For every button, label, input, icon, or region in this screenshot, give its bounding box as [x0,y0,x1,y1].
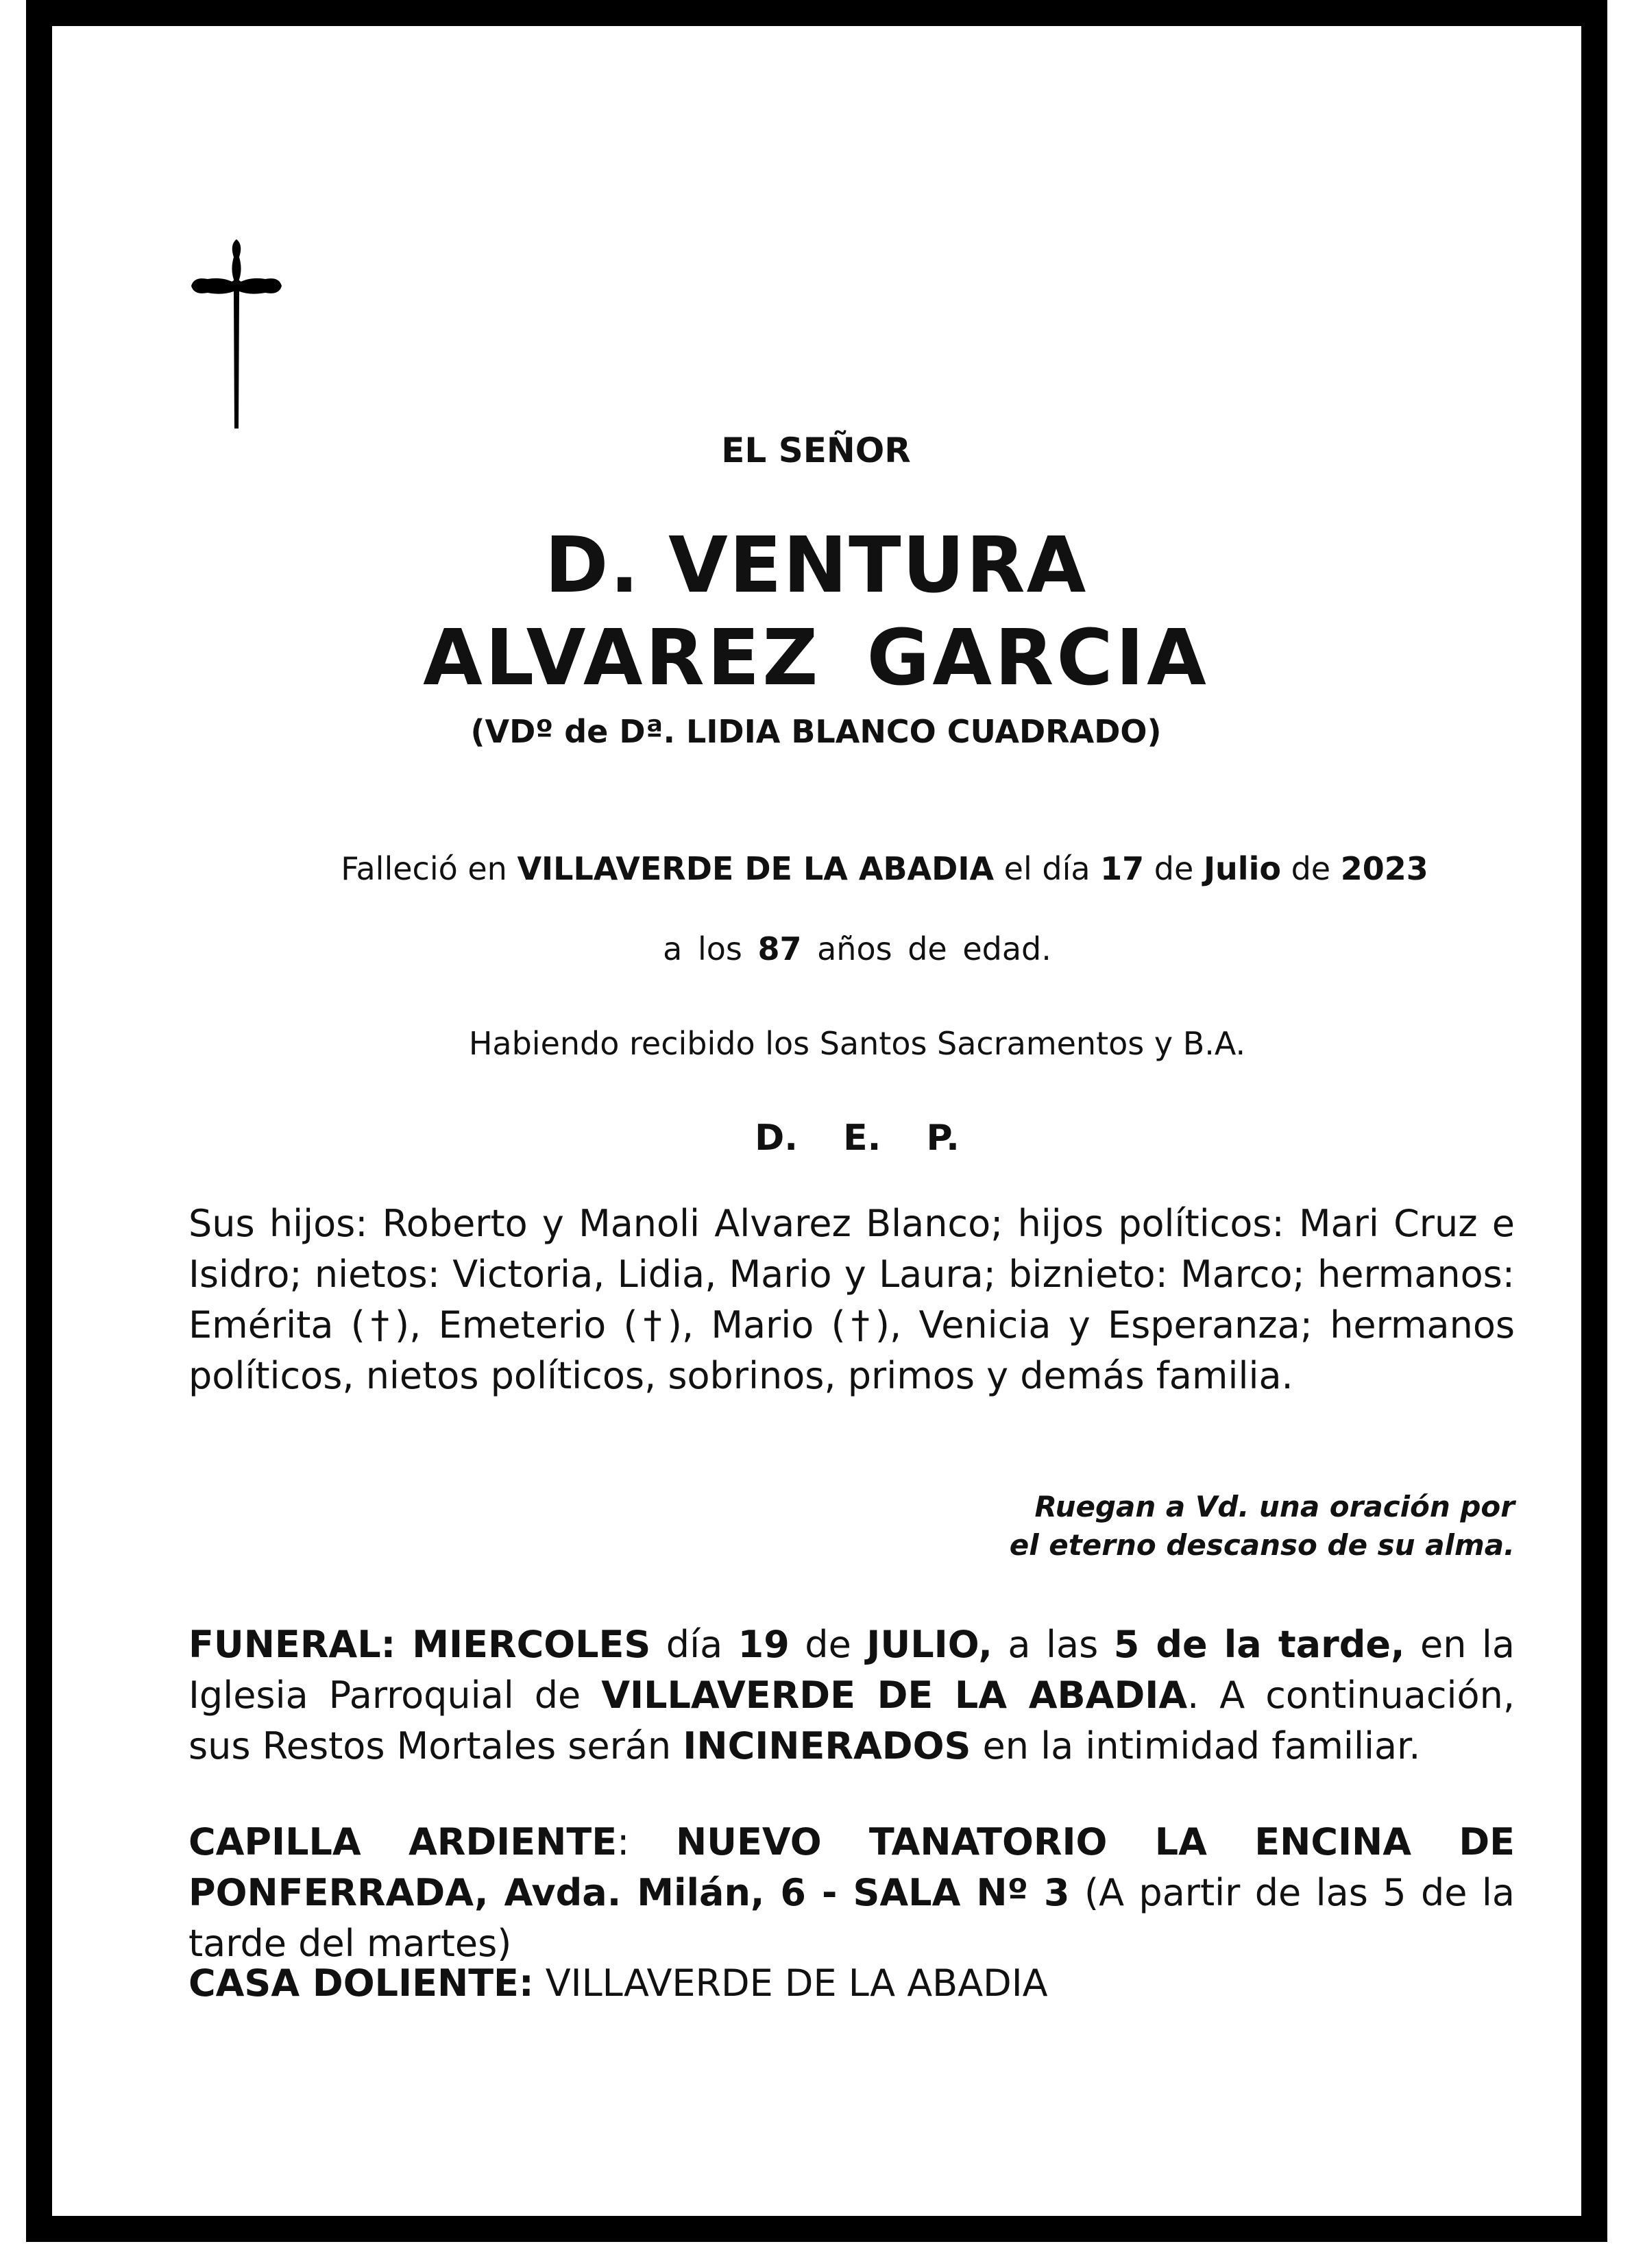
chapel-place: NUEVO TANATORIO LA ENCINA DE PONFERRADA, Avda. Milán, 6 - SALA Nº 3 [188,1820,1515,1914]
age-statement: a los 87 años de edad. [663,930,1051,967]
house-label: CASA DOLIENTE: [188,1962,534,2005]
funeral-label: FUNERAL: MIERCOLES [188,1623,651,1666]
funeral-paragraph: FUNERAL: MIERCOLES día 19 de JULIO, a las 5 de la tarde, en la Iglesia Parroquial de VILLAVERDE DE LA ABADIA. A continuación, sus Restos Mortales serán INCINERADOS en la intimidad familiar. [188,1623,1515,1768]
death-statement: Falleció en VILLAVERDE DE LA ABADIA el día 17 de Julio de 2023 [341,850,1428,887]
age-years: 87 [757,930,802,967]
prayer-line-1: Ruegan a Vd. una oración por [1034,1490,1515,1523]
death-month: Julio [1203,850,1281,887]
dep-initials: D. E. P. [755,1118,960,1159]
prayer-request [891,1488,1515,1565]
death-day: 17 [1100,850,1145,887]
prayer-line-2: el eterno descanso de su alma. [1009,1528,1515,1562]
house-paragraph [188,1958,1515,2009]
deceased-name-line1: D. VENTURA [544,521,1088,610]
deceased-name-line2: ALVAREZ GARCIA [423,614,1209,703]
death-year: 2023 [1340,850,1428,887]
intro-title: EL SEÑOR [721,431,911,470]
cross-icon [188,237,284,429]
chapel-paragraph: CAPILLA ARDIENTE: NUEVO TANATORIO LA ENCINA DE PONFERRADA, Avda. Milán, 6 - SALA Nº 3 (A partir de las 5 de la tarde del martes) [188,1820,1515,1965]
sacraments-note: Habiendo recibido los Santos Sacramentos y B.A. [468,1025,1246,1062]
family-paragraph: Sus hijos: Roberto y Manoli Alvarez Blanco; hijos políticos: Mari Cruz e Isidro; nietos: Victoria, Lidia, Mario y Laura; biznieto: Marco; hermanos: Emérita (†), Emeterio (†), Mario (†), Venicia y Esperanza; hermanos políticos, nietos políticos, sobrinos, primos y demás familia. [188,1202,1515,1397]
death-place: VILLAVERDE DE LA ABADIA [517,850,995,887]
chapel-label: CAPILLA ARDIENTE [188,1820,618,1863]
widow-note: (VDº de Dª. LIDIA BLANCO CUADRADO) [470,713,1162,750]
house-value: VILLAVERDE DE LA ABADIA [533,1962,1048,2005]
